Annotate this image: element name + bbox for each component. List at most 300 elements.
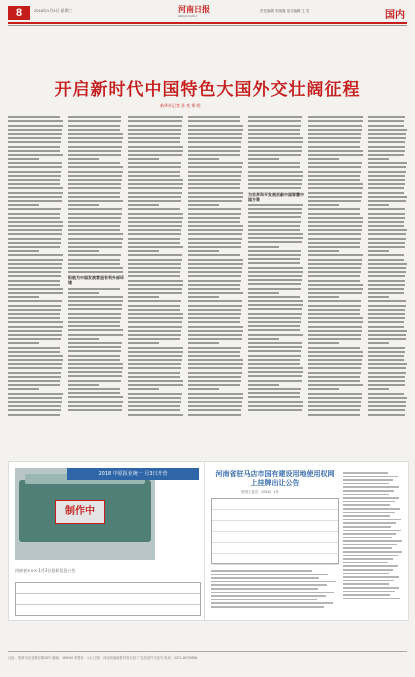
text-line (248, 396, 300, 398)
text-line (128, 305, 180, 307)
text-line (308, 179, 360, 181)
text-line (8, 317, 60, 319)
notice-text-line (211, 570, 312, 572)
text-line (368, 397, 407, 399)
text-line (308, 376, 360, 378)
article-subhead: 积极为中国发展营造有利外部环境 (68, 275, 124, 286)
text-line (188, 158, 219, 160)
text-line (308, 347, 360, 349)
text-line (68, 171, 123, 173)
text-line (8, 313, 60, 315)
text-line (128, 313, 183, 315)
text-line (368, 313, 405, 315)
text-line (248, 187, 301, 189)
text-line (8, 125, 63, 127)
text-line (128, 296, 159, 298)
text-line (308, 305, 361, 307)
text-line (248, 409, 302, 411)
text-line (188, 217, 240, 219)
text-line (368, 116, 405, 118)
text-line (308, 175, 360, 177)
text-line (308, 116, 363, 118)
text-line (188, 313, 241, 315)
text-line (8, 183, 60, 185)
text-line (248, 304, 303, 306)
notice-date: 驻国土挂告〔2018〕1号 (241, 490, 279, 494)
notice-text-line (343, 565, 398, 567)
text-line (128, 238, 180, 240)
text-line (68, 355, 120, 357)
text-line (128, 166, 181, 168)
table-row (16, 594, 200, 605)
text-line (368, 280, 405, 282)
grid-row (212, 510, 338, 521)
text-line (188, 388, 219, 390)
text-line (188, 162, 243, 164)
notice-text-line (343, 479, 393, 481)
notice-text-line (343, 483, 389, 485)
text-line (68, 359, 120, 361)
text-line (8, 204, 39, 206)
text-line (128, 397, 181, 399)
text-line (128, 141, 180, 143)
notice-text-line (343, 494, 389, 496)
text-line (248, 380, 302, 382)
text-line (248, 388, 301, 390)
text-line (8, 250, 39, 252)
notice-text-line (211, 592, 334, 594)
text-line (368, 242, 405, 244)
text-line (368, 384, 405, 386)
text-line (188, 355, 240, 357)
notice-text-line (343, 472, 388, 474)
text-line (128, 133, 181, 135)
text-line (188, 275, 241, 277)
text-line (308, 300, 361, 302)
ad-left-table (15, 582, 201, 616)
notice-grid (211, 498, 339, 564)
text-line (68, 392, 120, 394)
text-line (368, 300, 406, 302)
text-line (8, 414, 60, 416)
text-line (68, 154, 121, 156)
text-line (68, 175, 122, 177)
text-line (368, 213, 405, 215)
text-line (128, 254, 182, 256)
text-line (8, 296, 39, 298)
text-line (128, 338, 180, 340)
text-line (368, 380, 405, 382)
text-line (248, 208, 302, 210)
text-line (128, 125, 182, 127)
text-line (188, 263, 243, 265)
text-line (128, 351, 183, 353)
text-line (68, 225, 120, 227)
text-line (308, 233, 361, 235)
text-line (128, 288, 182, 290)
text-line (308, 393, 362, 395)
notice-text-line (343, 526, 391, 528)
text-line (308, 380, 360, 382)
text-line (128, 267, 181, 269)
text-line (128, 137, 180, 139)
text-line (128, 221, 182, 223)
text-line (8, 238, 61, 240)
text-line (188, 288, 240, 290)
text-line (368, 171, 406, 173)
text-line (128, 208, 180, 210)
text-line (8, 388, 39, 390)
text-line (188, 125, 243, 127)
text-line (68, 221, 121, 223)
grid-row (212, 532, 338, 543)
text-line (68, 380, 121, 382)
text-line (368, 137, 406, 139)
text-line (248, 325, 300, 327)
text-line (248, 216, 301, 218)
text-line (188, 305, 242, 307)
text-line (308, 321, 363, 323)
text-line (248, 279, 302, 281)
text-line (308, 275, 360, 277)
notice-text-line (343, 594, 390, 596)
text-line (308, 292, 362, 294)
text-line (248, 229, 300, 231)
text-line (128, 363, 181, 365)
text-line (8, 397, 62, 399)
text-line (248, 367, 303, 369)
text-line (188, 183, 240, 185)
section-label: 国内 (385, 10, 405, 21)
text-line (68, 296, 123, 298)
text-line (8, 133, 62, 135)
editors-line: 责任编辑 史晓磊 见习编辑 王 雪 (260, 9, 310, 13)
notice-text-line (343, 522, 396, 524)
text-line (8, 192, 63, 194)
text-line (68, 183, 121, 185)
text-line (8, 355, 63, 357)
notice-text-line (343, 573, 389, 575)
text-line (128, 196, 181, 198)
text-line (188, 384, 240, 386)
text-line (128, 300, 181, 302)
text-line (308, 137, 361, 139)
page-footer (8, 651, 407, 668)
text-line (248, 384, 279, 386)
page-header (8, 4, 407, 54)
text-line (128, 179, 183, 181)
text-line (128, 292, 182, 294)
text-line (8, 367, 62, 369)
text-line (68, 196, 120, 198)
article-headline: 开启新时代中国特色大国外交壮阔征程 (54, 80, 361, 100)
text-line (128, 213, 183, 215)
text-line (68, 342, 122, 344)
table-row (16, 583, 200, 594)
grid-row (212, 543, 338, 554)
text-line (248, 375, 302, 377)
text-line (128, 229, 181, 231)
text-line (248, 158, 279, 160)
text-line (308, 254, 363, 256)
text-line (188, 321, 240, 323)
text-line (248, 129, 300, 131)
text-line (308, 351, 363, 353)
text-line (8, 217, 60, 219)
text-line (308, 213, 360, 215)
text-line (248, 288, 301, 290)
text-line (8, 146, 60, 148)
text-line (248, 233, 303, 235)
text-line (188, 300, 242, 302)
notice-text-line (343, 512, 395, 514)
ad-right (204, 461, 409, 621)
text-line (188, 397, 243, 399)
text-line (188, 116, 240, 118)
text-line (188, 133, 242, 135)
ad-left (8, 461, 206, 621)
text-line (8, 187, 63, 189)
text-line (8, 242, 61, 244)
notice-text-line (211, 588, 318, 590)
text-line (308, 129, 362, 131)
text-line (248, 166, 300, 168)
article-byline: 新华社记者 孙 奕 郑 明 (160, 103, 201, 108)
text-line (188, 405, 242, 407)
text-line (68, 300, 123, 302)
header-rule-red (8, 22, 407, 24)
text-line (8, 263, 62, 265)
production-sign: 制作中 (55, 500, 105, 524)
text-line (68, 263, 120, 265)
text-line (128, 129, 181, 131)
text-line (368, 175, 405, 177)
text-line (128, 175, 180, 177)
text-line (308, 414, 360, 416)
text-line (368, 405, 406, 407)
text-line (188, 233, 242, 235)
notice-text-line (343, 508, 400, 510)
text-line (368, 334, 406, 336)
text-line (368, 296, 389, 298)
notice-title: 河南省驻马店市国有建设用地使用权网上挂牌出让公告 (215, 470, 335, 487)
text-line (308, 208, 360, 210)
text-line (248, 401, 303, 403)
text-line (68, 288, 120, 290)
text-line (368, 275, 405, 277)
text-line (248, 275, 302, 277)
text-line (68, 254, 121, 256)
text-line (68, 371, 122, 373)
text-line (308, 317, 363, 319)
text-line (248, 171, 303, 173)
text-line (188, 229, 243, 231)
text-line (188, 250, 219, 252)
text-line (368, 305, 406, 307)
text-line (368, 376, 405, 378)
text-line (8, 259, 63, 261)
text-line (368, 204, 389, 206)
text-line (368, 221, 404, 223)
text-line (188, 401, 242, 403)
text-line (308, 221, 363, 223)
text-line (128, 233, 181, 235)
text-line (248, 250, 301, 252)
text-line (8, 208, 61, 210)
text-line (248, 346, 302, 348)
text-line (248, 292, 279, 294)
text-line (128, 162, 181, 164)
text-line (68, 350, 121, 352)
text-line (368, 259, 404, 261)
notice-right-column (343, 470, 403, 601)
text-line (368, 367, 406, 369)
notice-text-line (343, 583, 389, 585)
notice-text-line (343, 501, 395, 503)
text-line (8, 175, 61, 177)
text-line (8, 342, 39, 344)
text-line (188, 187, 240, 189)
text-line (368, 133, 406, 135)
text-line (188, 326, 243, 328)
text-line (128, 150, 183, 152)
text-line (8, 305, 61, 307)
text-line (128, 330, 181, 332)
text-line (308, 326, 362, 328)
text-line (248, 321, 301, 323)
text-line (248, 133, 300, 135)
text-line (188, 196, 243, 198)
text-line (368, 292, 404, 294)
text-line (68, 213, 122, 215)
text-line (128, 187, 182, 189)
text-line (8, 330, 62, 332)
text-line (368, 330, 407, 332)
text-line (68, 292, 99, 294)
text-line (128, 367, 181, 369)
text-line (8, 171, 61, 173)
notice-text-line (211, 606, 324, 608)
text-line (308, 338, 361, 340)
text-line (368, 401, 406, 403)
notice-text-line (343, 587, 399, 589)
text-line (368, 183, 405, 185)
issue-meta: 2018年1月3日 星期三 (34, 8, 73, 13)
text-line (128, 204, 159, 206)
text-line (308, 397, 362, 399)
text-line (128, 414, 183, 416)
text-line (68, 334, 123, 336)
text-line (188, 175, 241, 177)
notice-text-line (343, 558, 393, 560)
text-line (68, 120, 121, 122)
text-line (308, 334, 361, 336)
text-line (188, 204, 219, 206)
notice-text-line (343, 490, 394, 492)
notice-text-line (343, 540, 402, 542)
text-line (368, 192, 404, 194)
text-line (128, 120, 182, 122)
text-line (248, 317, 301, 319)
text-line (188, 242, 241, 244)
text-line (248, 154, 301, 156)
text-line (248, 225, 300, 227)
notice-text-line (343, 544, 397, 546)
text-line (248, 212, 302, 214)
text-line (8, 271, 61, 273)
text-line (308, 388, 339, 390)
text-line (368, 208, 405, 210)
text-line (308, 246, 360, 248)
grid-row (212, 499, 338, 510)
text-line (8, 137, 61, 139)
text-line (68, 308, 122, 310)
text-line (128, 171, 180, 173)
text-line (248, 342, 302, 344)
text-line (188, 171, 242, 173)
text-line (248, 150, 302, 152)
notice-text-line (343, 497, 399, 499)
notice-text-line (211, 595, 326, 597)
train-photo (15, 468, 155, 560)
text-line (248, 116, 302, 118)
text-line (68, 133, 123, 135)
text-line (188, 334, 242, 336)
text-line (188, 166, 242, 168)
text-line (8, 376, 61, 378)
text-line (368, 409, 405, 411)
text-line (128, 321, 182, 323)
text-line (68, 125, 120, 127)
text-line (308, 158, 339, 160)
text-line (368, 146, 405, 148)
text-line (308, 313, 360, 315)
text-line (8, 154, 63, 156)
text-line (308, 120, 363, 122)
text-line (368, 229, 407, 231)
text-line (128, 405, 180, 407)
text-line (68, 233, 123, 235)
text-line (368, 372, 406, 374)
text-line (128, 116, 183, 118)
notice-text-line (343, 555, 398, 557)
text-line (248, 334, 303, 336)
text-line (248, 241, 302, 243)
text-line (128, 409, 180, 411)
text-line (248, 175, 303, 177)
text-line (128, 158, 159, 160)
text-line (188, 137, 242, 139)
text-line (188, 338, 242, 340)
text-line (248, 125, 301, 127)
text-line (188, 347, 241, 349)
text-line (68, 238, 123, 240)
text-line (68, 158, 99, 160)
notice-text-line (343, 562, 388, 564)
text-line (68, 384, 99, 386)
text-line (8, 233, 62, 235)
text-line (248, 183, 302, 185)
text-line (368, 351, 405, 353)
text-line (8, 363, 62, 365)
text-line (248, 308, 302, 310)
text-line (8, 334, 62, 336)
text-line (368, 263, 407, 265)
text-line (308, 200, 361, 202)
column-4 (188, 114, 244, 434)
footer-text: 社址：郑州市农业路东路28号 邮编：450046 零售价：1元 订阅：河南省邮政报刊发行局 广告经营许可证号 电话：0371-65795555 (8, 656, 198, 660)
text-line (308, 225, 362, 227)
